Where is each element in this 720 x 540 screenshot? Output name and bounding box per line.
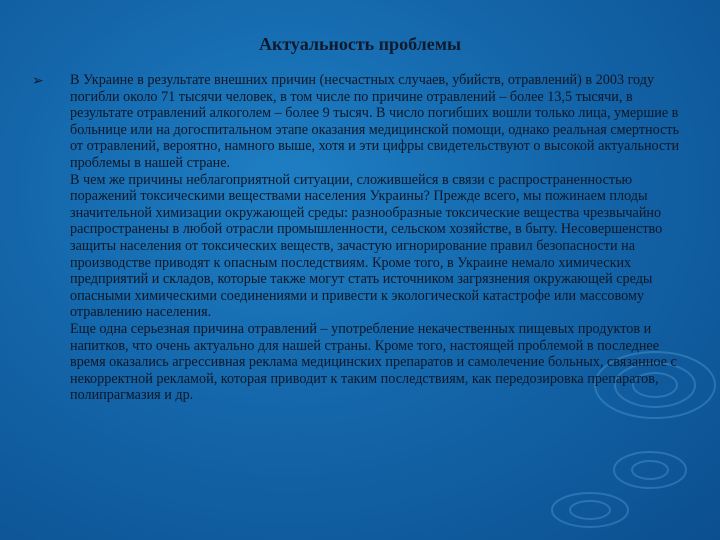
slide-title: Актуальность проблемы [258,34,462,54]
arrowhead-bullet-icon: ➢ [32,73,44,89]
paragraph-causes: В чем же причины неблагоприятной ситуации, сложившейся в связи с распространенностью поражений токсическими веществами населения Украины? Прежде всего, мы пожинаем плоды значительной химизации окружающей среды: разнообразные токсические вещества чрезвычайно распространены в любой отрасли промышленности, сельском хозяйстве, в быту. Несовершенство защиты населения от токсических веществ, зачастую игнорирование правил безопасности на производстве приводят к опасным последствиям. Кроме того, в Украине немало химических предприятий и складов, которые также могут стать источником загрязнения окружающей среды опасными химическими соединениями и привести к экологической катастрофе или массовому отравлению населения. [70,171,663,321]
bullet-text [70,72,695,404]
paragraph-food-and-advertising: Еще одна серьезная причина отравлений – употребление некачественных пищевых продуктов и напитков, что очень актуально для нашей страны. Кроме того, настоящей проблемой в последнее время оказались агрессивная реклама медицинских препаратов и самолечение больных, связанное с некорректной рекламой, которая приводит к таким последствиям, как передозировка препаратов, полипрагмазия и др. [70,320,677,404]
paragraph-casualties: В Украине в результате внешних причин (несчастных случаев, убийств, отравлений) в 2003 году погибли около 71 тысячи человек, в том числе по причине отравлений – более 13,5 тысячи, в результате отравлений алкоголем – более 9 тысяч. В число погибших вошли только лица, умершие в больнице или на догоспитальном этапе оказания медицинской помощи, однако реальная смертность от отравлений, вероятно, намного выше, хотя и эти цифры свидетельствуют о высокой актуальности проблемы в нашей стране. [70,72,680,171]
